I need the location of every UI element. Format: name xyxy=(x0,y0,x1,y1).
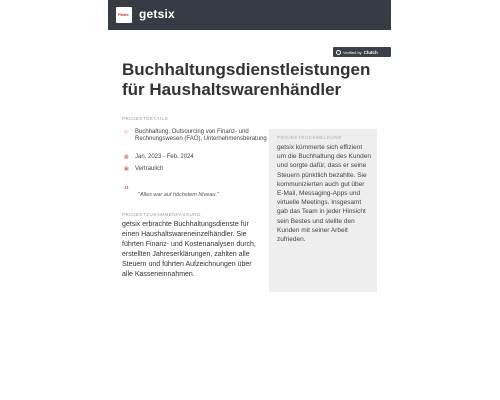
verified-prefix: Verified by xyxy=(343,49,362,55)
page-title: Buchhaltungsdienstleistungen für Haushaltswarenhändler xyxy=(122,60,371,99)
project-summary-text: getsix erbrachte Buchhaltungsdienste für einen Haushaltswareneinzelhändler. Sie führten Finanz- und Kostenanalysen durch, erstellten Jahreserklärungen, zahlten alle Steuern und führten Aufzeichnungen über alle Kasseneinnahmen. xyxy=(122,221,256,278)
logo-text: Pictec xyxy=(118,12,129,17)
project-details-label: PROJEKTDETAILS xyxy=(122,116,169,121)
brand-name[interactable]: getsix xyxy=(139,7,175,21)
company-logo[interactable] xyxy=(116,7,132,23)
verified-icon xyxy=(336,50,341,55)
verified-brand: Clutch xyxy=(363,49,378,55)
verified-badge[interactable] xyxy=(333,47,391,57)
detail-dates xyxy=(124,154,194,161)
budget-text: Vertraulich xyxy=(135,166,164,172)
top-header xyxy=(108,0,391,30)
dates-text: Jan. 2023 - Feb. 2024 xyxy=(135,154,194,160)
feedback-label: PROJEKTRÜCKMELDUNG xyxy=(277,135,343,140)
feedback-text: getsix kümmerte sich effizient um die Buchhaltung des Kunden und sorgte dafür, dass er seine Steuern pünktlich bezahlte. Sie kommunizierten auch gut über E-Mail, Messaging-Apps und virtuelle Meetings. Insgesamt gab das Team in jeder Hinsicht sein Bestes und stellte den Kunden mit seiner Arbeit zufrieden. xyxy=(277,144,371,244)
quote-icon: “ xyxy=(124,185,129,196)
detail-budget xyxy=(124,166,163,173)
project-summary-label: PROJEKTZUSAMMENFASSUNG xyxy=(122,212,202,217)
calendar-icon: ▦ xyxy=(124,154,129,160)
services-text: Buchhaltung, Outsourcing von Finanz- und Rechnungswesen (FAO), Unternehmensberatung xyxy=(135,129,267,142)
tag-icon: ◇ xyxy=(124,129,128,135)
feedback-panel xyxy=(269,129,377,292)
budget-icon: ▣ xyxy=(124,166,129,172)
client-quote: "Alles war auf höchstem Niveau." xyxy=(138,192,219,198)
detail-services xyxy=(124,129,274,143)
